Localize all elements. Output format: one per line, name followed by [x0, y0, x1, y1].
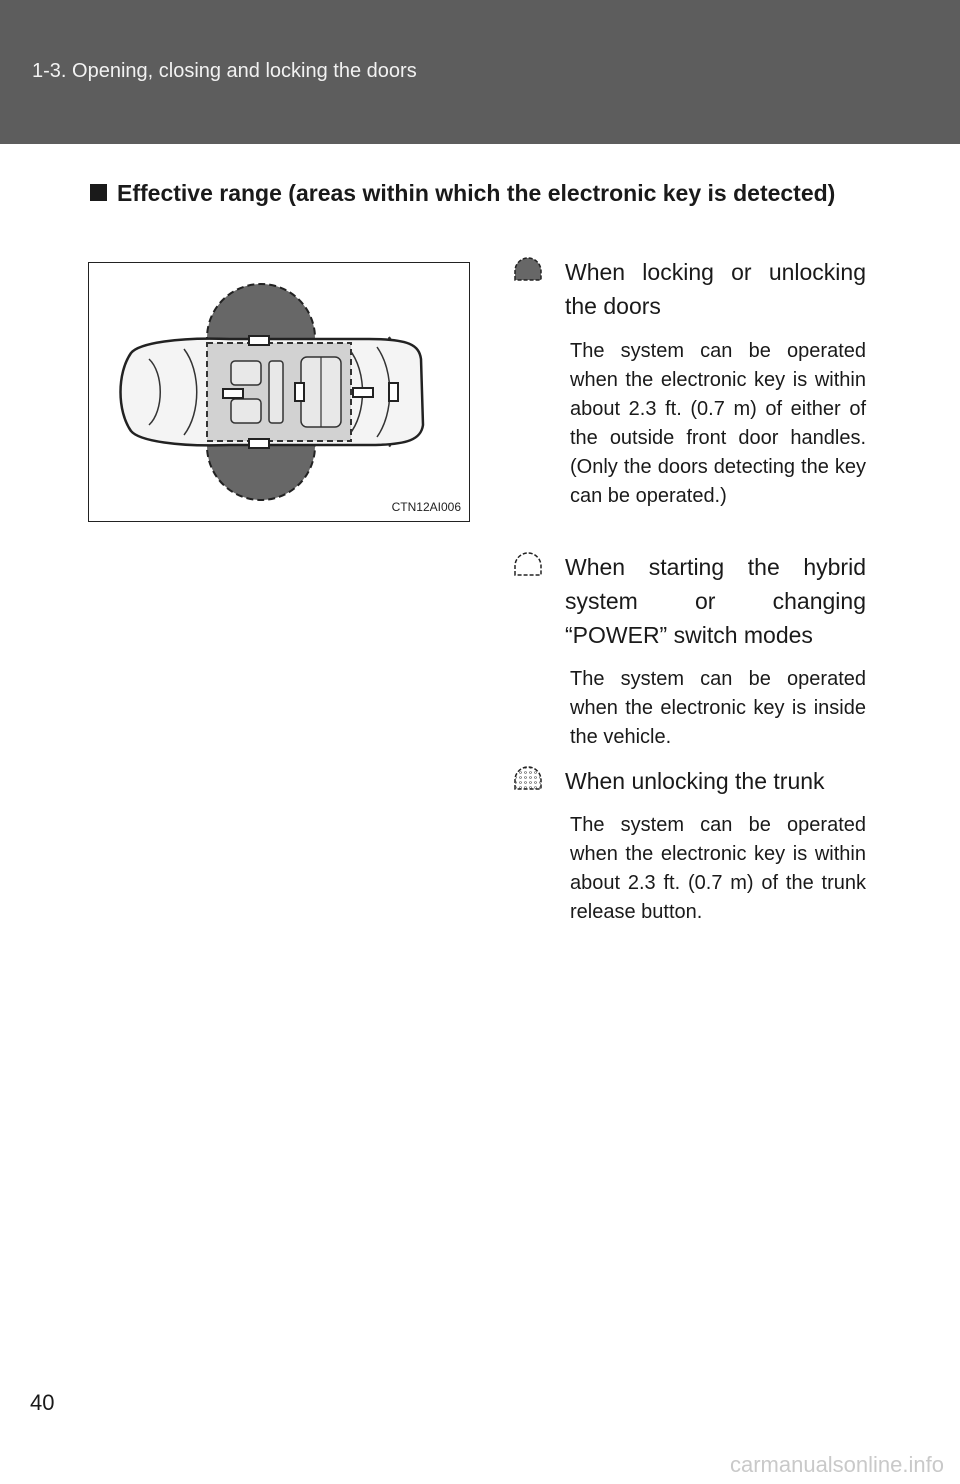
- page-number: 40: [30, 1390, 55, 1415]
- dark-solid-area-icon: [513, 256, 543, 286]
- legend-description-3: The system can be operated when the electronic key is within about 2.3 ft. (0.7 m) of the trunk release button.: [570, 814, 866, 923]
- dotted-area-icon: [513, 765, 543, 795]
- legend-title-2: When starting the hybrid system or changing “POWER” switch modes: [565, 554, 866, 648]
- legend-description-2: The system can be operated when the electronic key is inside the vehicle.: [570, 668, 866, 748]
- legend-description-1: The system can be operated when the electronic key is within about 2.3 ft. (0.7 m) of either of the outside front door handles. (Only the doors detecting the key can be operated.): [570, 340, 866, 507]
- car-top-view-illustration: [89, 263, 471, 523]
- header-title: 1-3. Opening, closing and locking the doors: [32, 60, 417, 82]
- figure-code: CTN12AI006: [391, 500, 461, 514]
- section-heading: [90, 176, 866, 211]
- vehicle-range-diagram: [88, 262, 470, 522]
- legend-title-1: When locking or unlocking the doors: [565, 259, 866, 319]
- light-area-icon: [513, 551, 543, 581]
- section-title: Effective range (areas within which the electronic key is detected): [117, 180, 836, 206]
- page-header: [0, 0, 960, 144]
- footer-watermark-link[interactable]: carmanualsonline.info: [729, 1452, 944, 1477]
- legend-title-3: When unlocking the trunk: [565, 768, 825, 794]
- square-bullet-icon: [90, 184, 107, 201]
